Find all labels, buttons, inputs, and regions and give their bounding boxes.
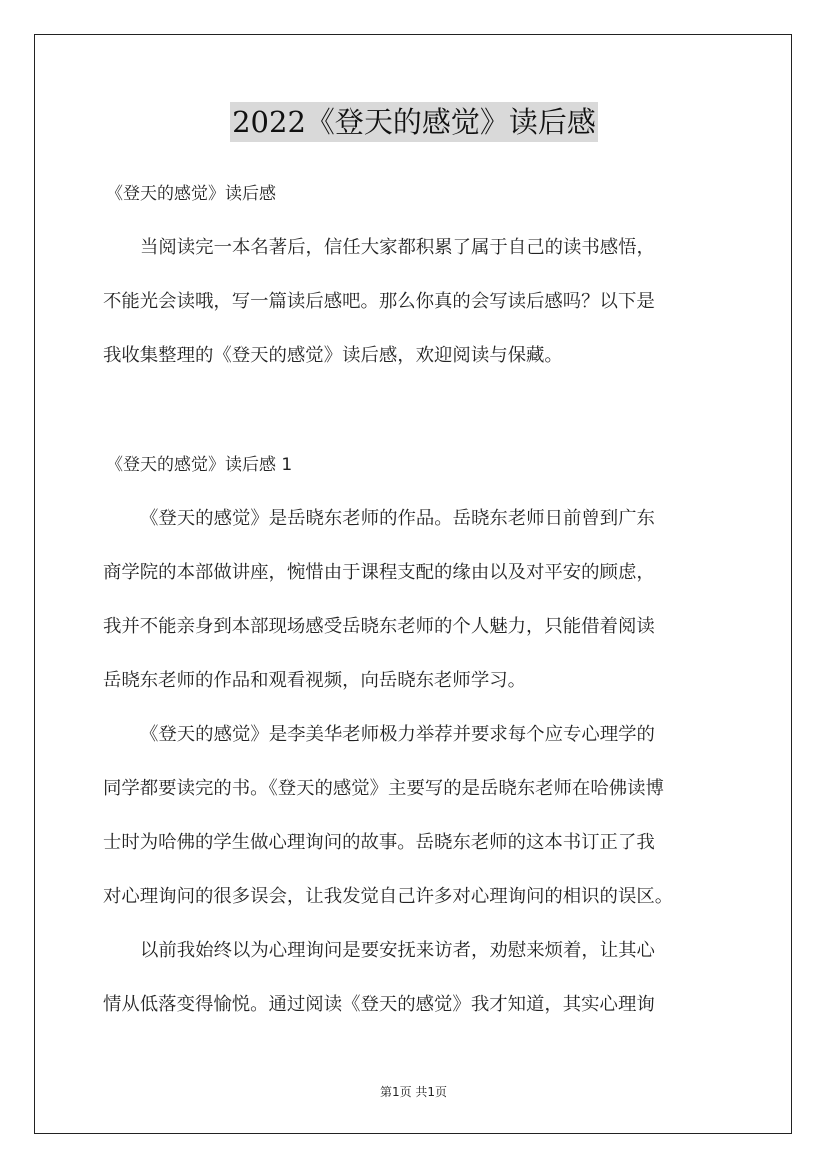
para1-line-4: 岳晓东老师的作品和观看视频，向岳晓东老师学习。 [103,670,526,691]
intro-line-3: 我收集整理的《登天的感觉》读后感，欢迎阅读与保藏。 [103,345,563,366]
page-footer: 第1页 共1页 [379,1085,448,1099]
section1-heading: 《登天的感觉》读后感 1 [106,455,293,475]
intro-line-2: 不能光会读哦，写一篇读后感吧。那么你真的会写读后感吗？以下是 [103,291,655,312]
para2-line-2: 同学都要读完的书。《登天的感觉》主要写的是岳晓东老师在哈佛读博 [103,778,664,799]
document-title: 2022《登天的感觉》读后感 [230,102,598,142]
para1-line-3: 我并不能亲身到本部现场感受岳晓东老师的个人魅力，只能借着阅读 [103,616,655,637]
para3-line-1: 以前我始终以为心理询问是要安抚来访者，劝慰来烦着，让其心 [140,940,655,961]
para2-line-4: 对心理询问的很多误会，让我发觉自己许多对心理询问的相识的误区。 [103,886,674,907]
para1-line-2: 商学院的本部做讲座，惋惜由于课程支配的缘由以及对平安的顾虑， [103,562,655,583]
para3-line-2: 情从低落变得愉悦。通过阅读《登天的感觉》我才知道，其实心理询 [103,994,655,1015]
intro-heading: 《登天的感觉》读后感 [106,184,276,204]
para2-line-3: 士时为哈佛的学生做心理询问的故事。岳晓东老师的这本书订正了我 [103,832,655,853]
para2-line-1: 《登天的感觉》是李美华老师极力举荐并要求每个应专心理学的 [140,724,655,745]
intro-line-1: 当阅读完一本名著后，信任大家都积累了属于自己的读书感悟， [140,237,655,258]
para1-line-1: 《登天的感觉》是岳晓东老师的作品。岳晓东老师日前曾到广东 [140,508,655,529]
